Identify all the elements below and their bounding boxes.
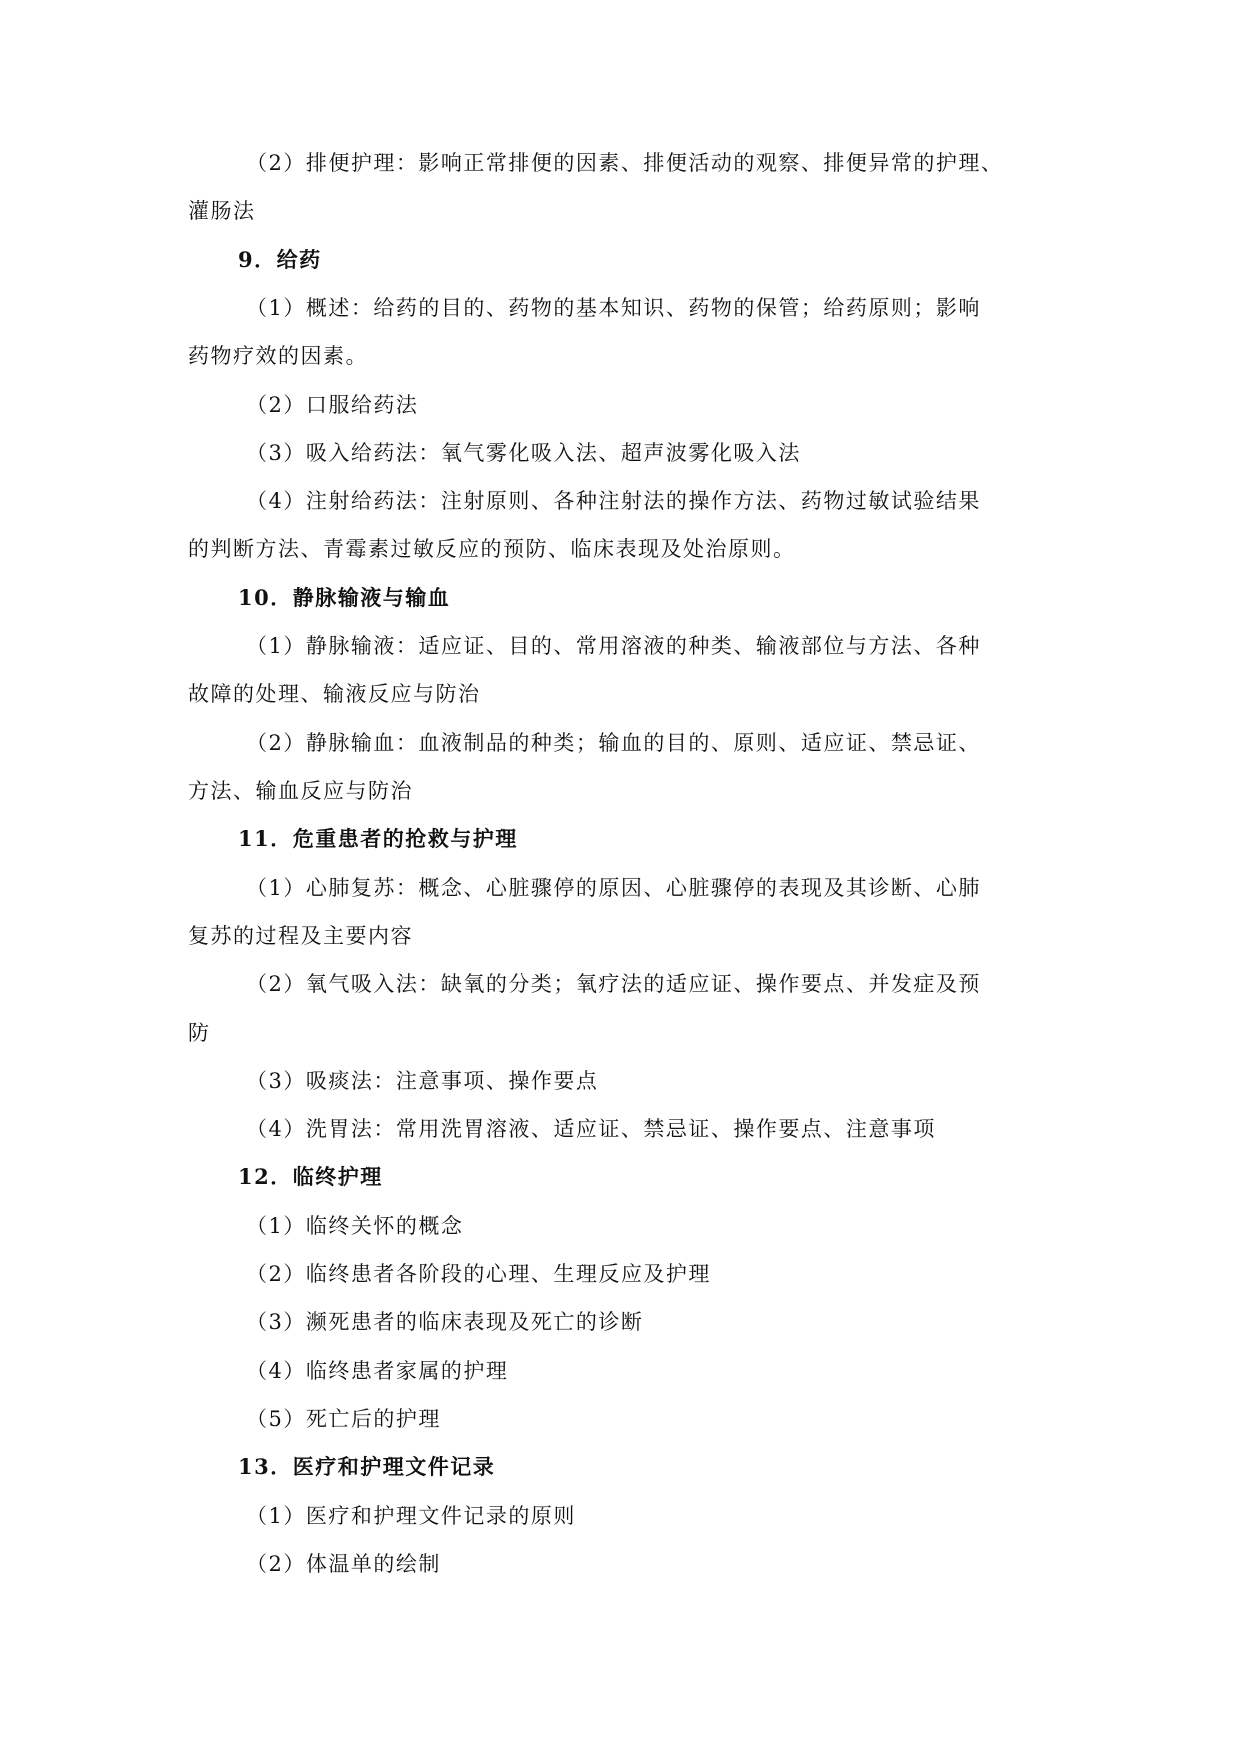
- paragraph-line: （1）心肺复苏：概念、心脏骤停的原因、心脏骤停的表现及其诊断、心肺: [246, 876, 981, 900]
- paragraph-line: （4）洗胃法：常用洗胃溶液、适应证、禁忌证、操作要点、注意事项: [246, 1117, 936, 1141]
- paragraph-line: 灌肠法: [188, 199, 256, 223]
- paragraph-line: 复苏的过程及主要内容: [188, 924, 413, 948]
- section-heading: 10．静脉输液与输血: [238, 585, 451, 610]
- section-heading: 9．给药: [238, 247, 322, 272]
- paragraph-line: （2）静脉输血：血液制品的种类；输血的目的、原则、适应证、禁忌证、: [246, 731, 981, 755]
- paragraph-line: （3）吸入给药法：氧气雾化吸入法、超声波雾化吸入法: [246, 441, 801, 465]
- paragraph-line: 的判断方法、青霉素过敏反应的预防、临床表现及处治原则。: [188, 537, 796, 561]
- paragraph-line: （2）口服给药法: [246, 393, 419, 417]
- section-heading: 11．危重患者的抢救与护理: [238, 826, 518, 851]
- section-heading: 13．医疗和护理文件记录: [238, 1454, 496, 1479]
- paragraph-line: 药物疗效的因素。: [188, 344, 368, 368]
- paragraph-line: 防: [188, 1021, 211, 1045]
- paragraph-line: （4）注射给药法：注射原则、各种注射法的操作方法、药物过敏试验结果: [246, 489, 981, 513]
- paragraph-line: （1）静脉输液：适应证、目的、常用溶液的种类、输液部位与方法、各种: [246, 634, 981, 658]
- paragraph-line: （2）临终患者各阶段的心理、生理反应及护理: [246, 1262, 711, 1286]
- paragraph-line: （1）医疗和护理文件记录的原则: [246, 1504, 576, 1528]
- paragraph-line: （1）概述：给药的目的、药物的基本知识、药物的保管；给药原则；影响: [246, 296, 981, 320]
- paragraph-line: （2）排便护理：影响正常排便的因素、排便活动的观察、排便异常的护理、: [246, 151, 1004, 175]
- paragraph-line: （2）氧气吸入法：缺氧的分类；氧疗法的适应证、操作要点、并发症及预: [246, 972, 981, 996]
- paragraph-line: （4）临终患者家属的护理: [246, 1359, 509, 1383]
- section-heading: 12．临终护理: [238, 1164, 383, 1189]
- paragraph-line: （1）临终关怀的概念: [246, 1214, 464, 1238]
- paragraph-line: 方法、输血反应与防治: [188, 779, 413, 803]
- paragraph-line: （5）死亡后的护理: [246, 1407, 441, 1431]
- paragraph-line: 故障的处理、输液反应与防治: [188, 682, 481, 706]
- paragraph-line: （3）濒死患者的临床表现及死亡的诊断: [246, 1310, 644, 1334]
- paragraph-line: （3）吸痰法：注意事项、操作要点: [246, 1069, 599, 1093]
- paragraph-line: （2）体温单的绘制: [246, 1552, 441, 1576]
